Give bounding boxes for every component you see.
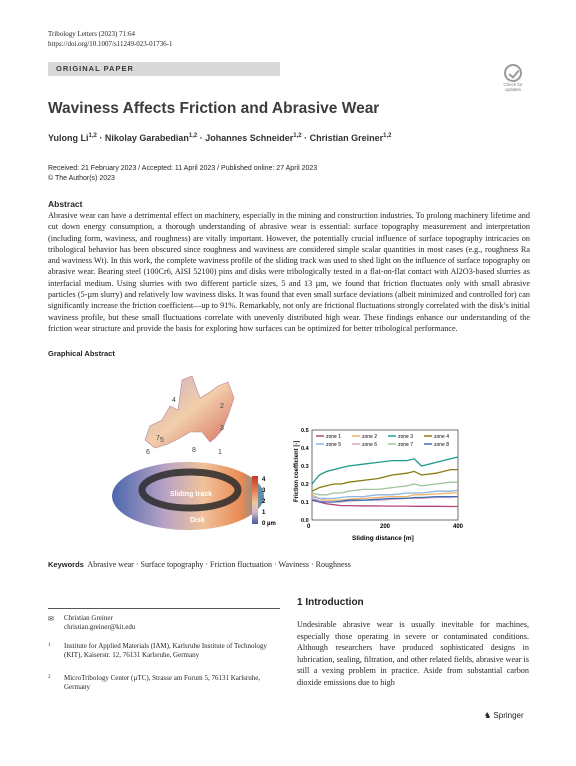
graphical-abstract-figure: [110, 368, 470, 548]
affiliation-2: MicroTribology Center (µTC), Strasse am Forum 5, 76131 Karlsruhe, Germany: [64, 674, 261, 691]
zone-number: 7: [156, 435, 160, 442]
author-name[interactable]: Nikolay Garabedian: [104, 133, 189, 143]
colorbar: [252, 476, 258, 524]
check-updates-line2: updates: [504, 87, 521, 92]
journal-citation: Tribology Letters (2023) 71:64: [48, 30, 136, 38]
y-tick-label: 0.5: [301, 428, 309, 434]
x-tick-label: 400: [453, 524, 464, 530]
legend-entry: zone 1: [326, 434, 342, 440]
copyright-notice: © The Author(s) 2023: [48, 175, 115, 182]
publisher-logo: ♞ Springer: [484, 711, 524, 720]
y-tick-label: 0.0: [301, 518, 309, 524]
colorbar-tick: 1: [262, 510, 266, 516]
zone-number: 6: [146, 449, 150, 456]
paper-title: Waviness Affects Friction and Abrasive Wear: [48, 100, 380, 117]
author-list: Yulong Li$^{1,2}$ · Nikolay Garabedian$^{1,2}$ · Johannes Schneider$^{1,2}$ · Christian Greiner$^{1,2}$: [48, 133, 392, 143]
zone-number: 1: [218, 449, 222, 456]
keywords-list: Abrasive wear · Surface topography · Friction fluctuation · Waviness · Roughness: [87, 560, 351, 569]
zone-number: 5: [160, 437, 164, 444]
legend-entry: zone 3: [398, 434, 414, 440]
doi-link[interactable]: https://doi.org/10.1007/s11249-023-01736-1: [48, 40, 173, 48]
email-icon: ✉: [48, 615, 54, 623]
legend-entry: zone 4: [434, 434, 450, 440]
x-tick-label: 200: [380, 524, 391, 530]
author-name[interactable]: Johannes Schneider: [205, 133, 294, 143]
legend-entry: zone 5: [326, 442, 342, 448]
zone-number: 2: [220, 403, 224, 410]
publication-dates: Received: 21 February 2023 / Accepted: 11 April 2023 / Published online: 27 April 2023: [48, 165, 318, 172]
series-line-3: [312, 457, 458, 484]
affiliation-1: Institute for Applied Materials (IAM), Karlsruhe Institute of Technology (KIT), Kaiserstr. 12, 76131 Karlsruhe, Germany: [64, 642, 267, 659]
x-axis-label: Sliding distance [m]: [352, 535, 414, 542]
keywords: [48, 560, 351, 569]
abstract-heading: Abstract: [48, 199, 83, 209]
legend-entry: zone 2: [362, 434, 378, 440]
y-tick-label: 0.3: [301, 464, 309, 470]
abstract-text: Abrasive wear can have a detrimental effect on machinery, especially in the mining and construction industries. To prolong machinery lifetime and cut down energy consumption, a thorough understanding of abrasive wear is essential: surface topography measurement and interpretation (including form, waviness, and roughness) are vitally important. However, the potentially crucial influence of surface topography intricacies on tribological behavior has been obscured since roughness and waviness are considered simple scalar quantities in most cases (e.g., roughness Ra and waviness Wt). In this work, the complete waviness profile of the sliding track was used to shed light on the influence of surface topography on abrasive wear. Bearing steel (100Cr6, AISI 52100) pins and disks were tribologically tested in a flat-on-flat contact with Al2O3-based slurries as interfacial medium. Using slurries with two different particle sizes, 5 and 13 µm, we found that friction fluctuates only with small abrasive particles (5-µm slurry) and relatively low waviness disks. It was found that even small surface deviations (albeit minimized and controlled for) can significantly increase the friction coefficient—up to 91%. Remarkably, not only are frictional fluctuations strongly correlated with the disk’s initial waviness profile, but these small fluctuations correlate with unevenly distributed high wear. These findings enhance our understanding of the friction wear structure and provide the basis for exploring how surfaces can be optimized for better tribological performance.: [48, 211, 530, 333]
colorbar-tick: 3: [262, 488, 266, 494]
friction-chart: [294, 428, 464, 542]
zone-number: 3: [220, 425, 224, 432]
zone-number: 4: [172, 397, 176, 404]
sliding-track-label: Sliding track: [170, 491, 213, 498]
y-tick-label: 0.2: [301, 482, 309, 488]
check-updates-icon: [504, 64, 522, 82]
legend-entry: zone 8: [434, 442, 450, 448]
corresponding-author: Christian Greiner: [64, 614, 113, 622]
check-updates-line1: Check for: [503, 82, 523, 87]
zone-number: 8: [192, 447, 196, 454]
affiliation-number: 1: [48, 643, 51, 648]
colorbar-tick: 2: [262, 499, 266, 505]
y-tick-label: 0.1: [301, 500, 309, 506]
disk-label: Disk: [190, 517, 205, 524]
springer-horse-icon: ♞: [484, 711, 492, 720]
x-tick-label: 0: [307, 524, 311, 530]
corresponding-email[interactable]: christian.greiner@kit.edu: [64, 623, 136, 631]
colorbar-tick: 0 µm: [262, 521, 276, 527]
section-heading-introduction: 1 Introduction: [297, 597, 364, 608]
author-name[interactable]: Yulong Li: [48, 133, 89, 143]
keywords-label: Keywords: [48, 560, 84, 569]
footnote-rule: [48, 608, 280, 609]
legend-entry: zone 6: [362, 442, 378, 448]
legend-entry: zone 7: [398, 442, 414, 448]
y-tick-label: 0.4: [301, 446, 309, 452]
graphical-abstract-heading: Graphical Abstract: [48, 349, 115, 358]
article-type-badge: ORIGINAL PAPER: [48, 62, 280, 76]
colorbar-tick: 4: [262, 477, 266, 483]
y-axis-label: Friction coefficient [-]: [294, 440, 300, 502]
affiliation-number: 2: [48, 675, 51, 680]
author-name[interactable]: Christian Greiner: [309, 133, 384, 143]
introduction-text: Undesirable abrasive wear is usually inevitable for machines, especially those operating in severe or contaminated conditions. Although researchers have produced sophisticated designs in lubrication, sealing, filtration, and other related fields, abrasive wear is still a vexing problem in practice. Aside from substantial carbon dioxide emissions due to high: [297, 620, 529, 687]
check-for-updates-button[interactable]: [500, 64, 526, 94]
